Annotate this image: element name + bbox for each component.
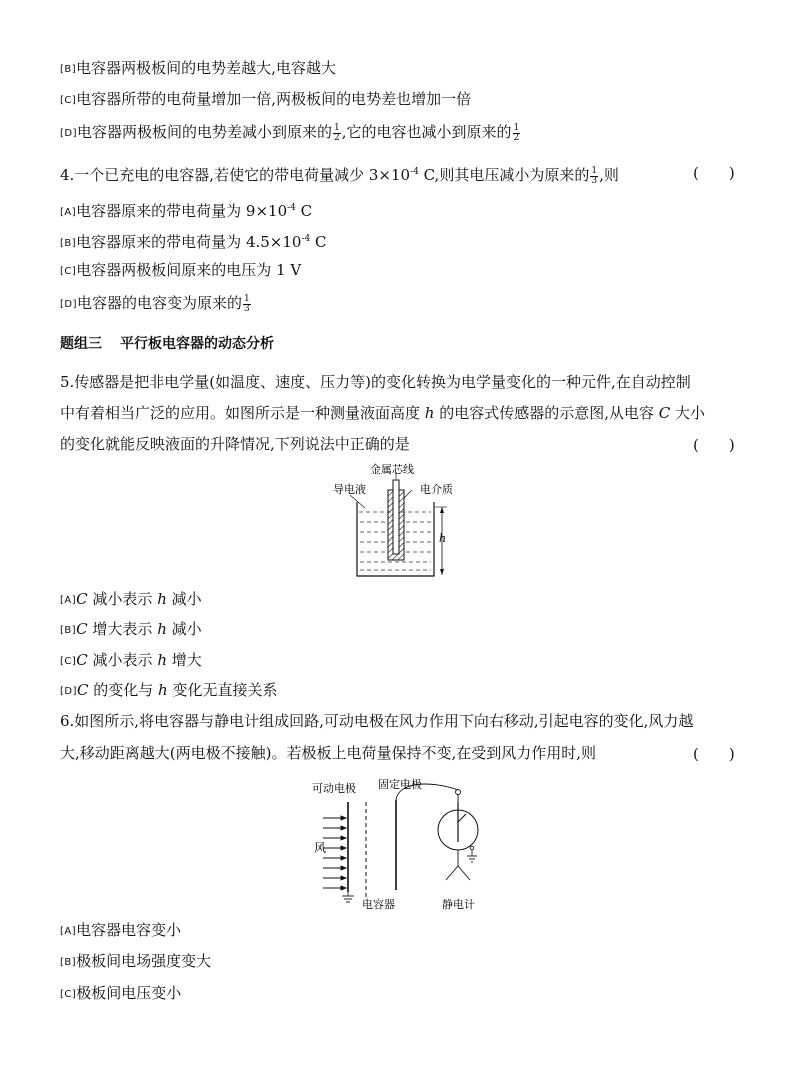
q4-stem-text: 4.一个已充电的电容器,若使它的带电荷量减少 3×10	[60, 166, 411, 184]
option-tag: [D]	[60, 686, 78, 697]
q5-stem-line-3: 的变化就能反映液面的升降情况,下列说法中正确的是	[60, 435, 410, 453]
var-c: C	[77, 681, 89, 699]
q4-option-c	[60, 260, 301, 282]
option-tag: [B]	[60, 64, 77, 75]
label-fixed: 固定电极	[378, 778, 422, 791]
q5-option-d	[60, 680, 278, 702]
option-tag: [B]	[60, 625, 77, 636]
answer-blank: ( )	[693, 745, 735, 763]
q5-stem-line-1: 5.传感器是把非电学量(如温度、速度、压力等)的变化转换为电学量变化的一种元件,在自动控制	[60, 373, 691, 391]
label-capacitor: 电容器	[362, 898, 395, 911]
option-tag: [C]	[60, 266, 77, 277]
q4-option-a	[60, 198, 312, 223]
section-label: 题组三	[60, 336, 102, 352]
wind-arrows	[323, 816, 346, 890]
var-c: C	[76, 651, 88, 669]
section-heading	[60, 334, 274, 354]
option-tag: [B]	[60, 957, 77, 968]
option-text: 减小	[166, 620, 202, 638]
q4-stem-text: C,则其电压减小为原来的	[418, 166, 590, 184]
option-tag: [B]	[60, 238, 77, 249]
q3-option-b	[60, 58, 336, 80]
q4-stem-text: ,则	[599, 166, 619, 184]
option-tag: [C]	[60, 95, 77, 106]
label-dielectric: 电介质	[420, 483, 453, 496]
fraction-denominator: 2	[513, 132, 520, 143]
q3-option-c	[60, 89, 471, 111]
q6-option-a	[60, 920, 181, 942]
var-c: C	[658, 404, 671, 422]
option-text: ,它的电容也减小到原来的	[341, 123, 512, 141]
fraction	[243, 295, 251, 314]
option-text: 变化无直接关系	[167, 681, 278, 699]
q6-option-c	[60, 983, 181, 1005]
fraction	[513, 124, 521, 143]
option-text: 极板间电场强度变大	[76, 952, 212, 970]
q5-text: 的电容式传感器的示意图,从电容	[434, 404, 659, 422]
option-text: 电容器原来的带电荷量为 9×10	[76, 202, 288, 220]
var-h: h	[157, 651, 167, 669]
option-tag: [C]	[60, 656, 77, 667]
fraction	[590, 167, 598, 186]
label-electrometer: 静电计	[442, 898, 475, 911]
q4-option-d	[60, 293, 252, 315]
q4-option-b	[60, 229, 326, 254]
q6-option-b	[60, 951, 211, 973]
q6-stem-line-1: 6.如图所示,将电容器与静电计组成回路,可动电极在风力作用下向右移动,引起电容的变化,风力越	[60, 712, 694, 730]
answer-blank: ( )	[693, 436, 735, 454]
var-h: h	[424, 404, 435, 422]
q5-option-b	[60, 619, 202, 641]
q5-text: 大小	[670, 404, 706, 422]
exponent: -4	[410, 167, 419, 177]
q6-stem-line-2: 大,移动距离越大(两电极不接触)。若极板上电荷量保持不变,在受到风力作用时,则	[60, 744, 597, 762]
fraction-numerator: 1	[334, 122, 340, 133]
option-tag: [A]	[60, 595, 77, 606]
option-text: 电容器电容变小	[76, 921, 182, 939]
electrometer-needle	[458, 814, 466, 822]
q4-stem	[60, 162, 619, 186]
option-text: 极板间电压变小	[76, 984, 182, 1002]
wind-capacitor-figure	[300, 772, 500, 912]
option-text: 减小表示	[87, 590, 158, 608]
option-text: 电容器两极板间的电势差减小到原来的	[77, 123, 333, 141]
option-text: 增大	[167, 651, 202, 669]
option-text: 减小	[166, 590, 202, 608]
option-tag: [C]	[60, 989, 77, 1000]
option-text: 电容器原来的带电荷量为 4.5×10	[76, 233, 302, 251]
label-movable: 可动电极	[312, 782, 356, 795]
option-text: 电容器所带的电荷量增加一倍,两极板间的电势差也增加一倍	[76, 90, 472, 108]
exponent: -4	[301, 234, 311, 244]
answer-blank: ( )	[693, 164, 735, 182]
option-text: 电容器两极板间的电势差越大,电容越大	[76, 59, 336, 77]
var-c: C	[76, 590, 88, 608]
option-text: 电容器的电容变为原来的	[77, 294, 243, 312]
option-tag: [A]	[60, 926, 77, 937]
label-liquid: 导电液	[333, 483, 366, 496]
fraction-denominator: 3	[244, 303, 250, 314]
level-sensor-figure	[320, 462, 480, 582]
exponent: -4	[287, 203, 296, 213]
fraction-denominator: 3	[591, 175, 598, 186]
label-core: 金属芯线	[370, 463, 414, 476]
option-text: 增大表示	[87, 620, 158, 638]
metal-core	[393, 480, 399, 554]
fraction-denominator: 2	[334, 132, 340, 143]
q5-option-c	[60, 650, 202, 672]
label-h: h	[439, 532, 447, 545]
var-h: h	[157, 590, 167, 608]
q5-stem-line-2	[60, 403, 705, 423]
var-h: h	[158, 681, 168, 699]
option-text: 的变化与	[88, 681, 159, 699]
var-h: h	[157, 620, 167, 638]
q3-option-d	[60, 122, 521, 144]
section-title: 平行板电容器的动态分析	[120, 336, 274, 352]
option-tag: [A]	[60, 207, 77, 218]
option-text: 电容器两极板间原来的电压为 1 V	[76, 261, 302, 279]
option-unit: C	[295, 202, 313, 220]
option-tag: [D]	[60, 128, 78, 139]
var-c: C	[76, 620, 88, 638]
label-wind: 风	[314, 841, 327, 855]
fraction-numerator: 1	[244, 293, 250, 304]
option-text: 减小表示	[87, 651, 158, 669]
q5-option-a	[60, 589, 202, 611]
fraction-numerator: 1	[513, 122, 520, 133]
fraction	[333, 124, 341, 143]
q5-text: 中有着相当广泛的应用。如图所示是一种测量液面高度	[60, 404, 425, 422]
option-tag: [D]	[60, 299, 78, 310]
fraction-numerator: 1	[591, 165, 598, 176]
option-unit: C	[310, 233, 327, 251]
